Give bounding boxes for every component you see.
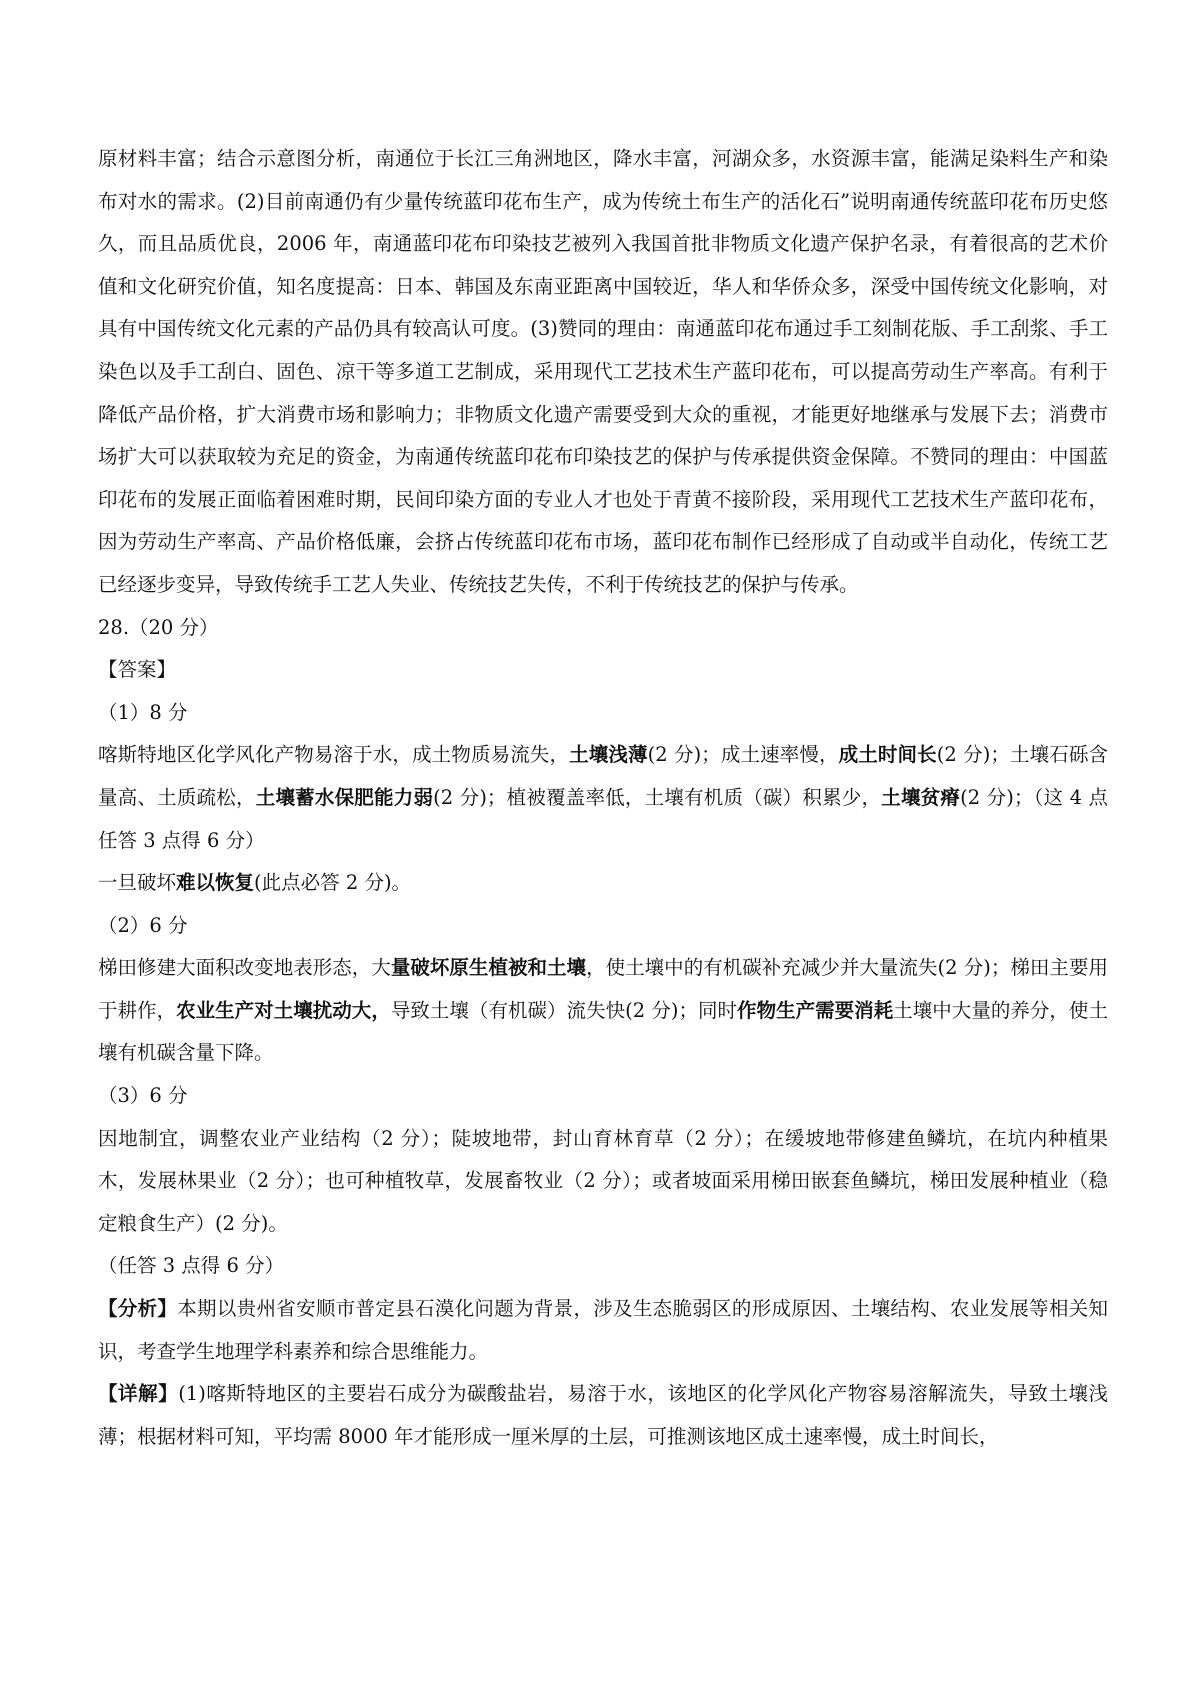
scoring-note: （任答 3 点得 6 分） (98, 1254, 285, 1278)
text-span: (2 分)；土壤石砾含量高、土质疏松， (98, 743, 1108, 809)
text-span: 喀斯特地区化学风化产物易溶于水，成土物质易流失， (98, 743, 570, 767)
key-point: 土壤蓄水保肥能力弱 (255, 785, 434, 809)
text-span: (2 分)；（这 4 点任答 3 点得 6 分） (98, 785, 1108, 852)
document-body (98, 138, 1108, 1458)
text-span: 梯田修建大面积改变地表形态，大 (98, 956, 391, 980)
analysis-label: 【分析】 (98, 1297, 178, 1321)
key-point: 量破坏原生植被和土壤 (390, 956, 587, 980)
part-1-required-point (98, 862, 1108, 905)
detail-paragraph (98, 1373, 1108, 1458)
key-point: 作物生产需要消耗 (737, 998, 894, 1022)
part-3-answer: 因地制宜，调整农业产业结构（2 分）；陡坡地带，封山育林育草（2 分）；在缓坡地带修建鱼鳞坑，在坑内种植果木，发展林果业（2 分）；也可种植牧草，发展畜牧业（2 分）；或者坡面采用梯田嵌套鱼鳞坑，梯田发展种植业（稳定粮食生产）(2 分)。 (98, 1126, 1108, 1235)
text-span: (2 分)；植被覆盖率低，土壤有机质（碳）积累少， (433, 785, 882, 809)
key-point: 农业生产对土壤扰动大， (176, 998, 391, 1022)
detail-text: (1)喀斯特地区的主要岩石成分为碳酸盐岩，易溶于水，该地区的化学风化产物容易溶解流失，导致土壤浅薄；根据材料可知，平均需 8000 年才能形成一厘米厚的土层，可推测该地区成土速率慢，成土时间长， (98, 1382, 1108, 1448)
analysis-text: 本期以贵州省安顺市普定县石漠化问题为背景，涉及生态脆弱区的形成原因、土壤结构、农业发展等相关知识，考查学生地理学科素养和综合思维能力。 (98, 1297, 1108, 1363)
part-2-answer (98, 947, 1108, 1075)
key-point: 难以恢复 (176, 871, 255, 895)
key-point: 成土时间长 (838, 743, 937, 767)
text-span: ，使土壤中的有机碳补充减少并大量流失(2 分)；梯田主要用于耕作， (98, 956, 1108, 1022)
part-3-label: （3）6 分 (98, 1084, 188, 1108)
text-span: 导致土壤（有机碳）流失快(2 分)；同时 (390, 998, 738, 1022)
answer-label: 【答案】 (98, 658, 177, 682)
part-1-label: （1）8 分 (98, 700, 188, 724)
part-1-answer (98, 734, 1108, 862)
key-point: 土壤贫瘠 (881, 785, 961, 809)
detail-label: 【详解】 (98, 1382, 179, 1406)
text-span: 土壤中大量的养分，使土壤有机碳含量下降。 (98, 998, 1108, 1065)
question-28-heading: 28.（20 分） (98, 615, 219, 639)
paragraph-answer-27-continued: 原材料丰富；结合示意图分析，南通位于长江三角洲地区，降水丰富，河湖众多，水资源丰富，能满足染料生产和染布对水的需求。(2)目前南通仍有少量传统蓝印花布生产，成为传统土布生产的活化石”说明南通传统蓝印花布历史悠久，而且品质优良，2006 年，南通蓝印花布印染技艺被列入我国首批非物质文化遗产保护名录，有着很高的艺术价值和文化研究价值，知名度提高：日本、韩国及东南亚距离中国较近，华人和华侨众多，深受中国传统文化影响，对具有中国传统文化元素的产品仍具有较高认可度。(3)赞同的理由：南通蓝印花布通过手工刻制花版、手工刮浆、手工染色以及手工刮白、固色、凉干等多道工艺制成，采用现代工艺技术生产蓝印花布，可以提高劳动生产率高。有利于降低产品价格，扩大消费市场和影响力；非物质文化遗产需要受到大众的重视，才能更好地继承与发展下去；消费市场扩大可以获取较为充足的资金，为南通传统蓝印花布印染技艺的保护与传承提供资金保障。不赞同的理由：中国蓝印花布的发展正面临着困难时期，民间印染方面的专业人才也处于青黄不接阶段，采用现代工艺技术生产蓝印花布，因为劳动生产率高、产品价格低廉，会挤占传统蓝印花布市场，蓝印花布制作已经形成了自动或半自动化，传统工艺已经逐步变异，导致传统手工艺人失业、传统技艺失传，不利于传统技艺的保护与传承。 (98, 147, 1108, 596)
key-point: 土壤浅薄 (569, 743, 648, 767)
text-span: (2 分)；成土速率慢， (647, 743, 839, 767)
part-2-label: （2）6 分 (98, 913, 188, 937)
text-span: 一旦破坏 (98, 871, 177, 895)
analysis-paragraph (98, 1288, 1108, 1373)
text-span: (此点必答 2 分)。 (254, 871, 412, 895)
